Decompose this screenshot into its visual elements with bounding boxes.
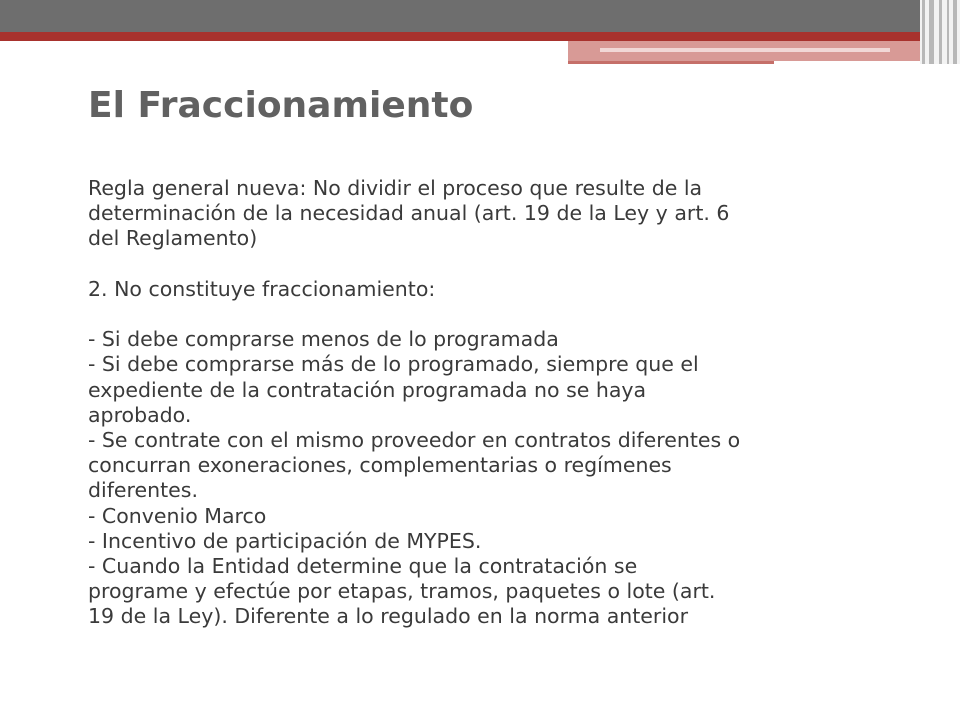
body-line: - Si debe comprarse menos de lo programada (88, 327, 559, 352)
body-line (88, 302, 928, 327)
accent-tab-highlight (600, 48, 890, 52)
accent-underline (568, 61, 774, 64)
body-line: - Convenio Marco (88, 503, 267, 528)
body-line: - Incentivo de participación de MYPES. (88, 528, 482, 553)
body-line: expediente de la contratación programada no se haya (88, 377, 647, 402)
body-line: del Reglamento) (88, 226, 258, 251)
body-line: - Se contrate con el mismo proveedor en contratos diferentes o (88, 428, 741, 453)
body-line: concurran exoneraciones, complementarias o regímenes (88, 453, 672, 478)
body-line (88, 252, 928, 277)
slide-body (88, 176, 928, 630)
body-line: Regla general nueva: No dividir el proceso que resulte de la (88, 176, 703, 200)
corner-decoration (920, 0, 960, 64)
body-line: diferentes. (88, 478, 198, 503)
slide-title: El Fraccionamiento (88, 85, 474, 126)
body-line: programe y efectúe por etapas, tramos, paquetes o lote (art. (88, 579, 716, 604)
corner-bar (953, 0, 957, 64)
body-line: - Si debe comprarse más de lo programado, siempre que el (88, 352, 699, 377)
corner-bar (947, 0, 949, 64)
body-line: 2. No constituye fraccionamiento: (88, 276, 436, 301)
corner-bar (939, 0, 942, 64)
corner-bar (929, 0, 934, 64)
accent-stripe (0, 32, 960, 41)
body-line: determinación de la necesidad anual (art. 19 de la Ley y art. 6 (88, 201, 730, 226)
corner-bar (922, 0, 925, 64)
header-band (0, 0, 960, 32)
body-line: aprobado. (88, 402, 192, 427)
body-line: - Cuando la Entidad determine que la contratación se (88, 554, 638, 579)
body-line: 19 de la Ley). Diferente a lo regulado en la norma anterior (88, 604, 689, 629)
